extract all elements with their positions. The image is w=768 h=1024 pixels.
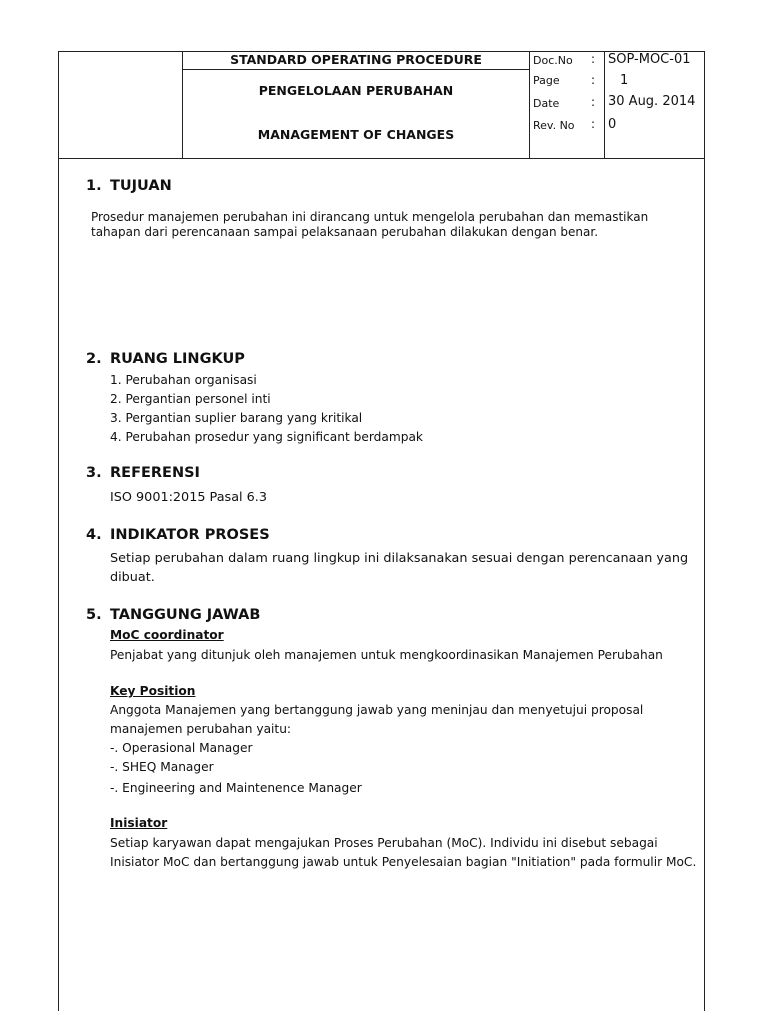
meta-cell-divider [529, 51, 530, 159]
section-number: 5. [86, 607, 102, 623]
meta-colon-docno: : [591, 52, 596, 66]
header-title-id: PENGELOLAAN PERUBAHAN [258, 83, 454, 98]
meta-label-rev: Rev. No [533, 119, 575, 132]
header-title-en: MANAGEMENT OF CHANGES [257, 127, 455, 142]
section-number: 2. [86, 351, 102, 367]
inisiator-line: Setiap karyawan dapat mengajukan Proses Perubahan (MoC). Individu ini disebut sebagai [110, 836, 658, 850]
key-position-line: -. Operasional Manager [110, 741, 253, 755]
referensi-text: ISO 9001:2015 Pasal 6.3 [110, 490, 268, 505]
section-number: 4. [86, 527, 102, 543]
tujuan-line: tahapan dari perencanaan sampai pelaksanaan perubahan dilakukan dengan benar. [91, 225, 599, 239]
meta-label-page: Page [533, 74, 560, 87]
meta-label-docno: Doc.No [533, 54, 573, 67]
title-row-divider [182, 69, 530, 70]
indikator-line: dibuat. [110, 570, 155, 585]
list-item: 1. Perubahan organisasi [110, 373, 257, 387]
header-bottom-border [58, 158, 705, 159]
section-title-referensi [86, 465, 200, 481]
section-number: 3. [86, 465, 102, 481]
section-title-indikator [86, 527, 270, 543]
inisiator-text [110, 834, 696, 872]
key-position-line: -. Engineering and Maintenence Manager [110, 781, 362, 795]
key-position-line: Anggota Manajemen yang bertanggung jawab yang meninjau dan menyetujui proposal [110, 703, 644, 717]
section-title-tujuan [86, 178, 172, 194]
inisiator-line: Inisiator MoC dan bertanggung jawab untuk Penyelesaian bagian "Initiation" pada formulir MoC. [110, 855, 697, 869]
section-heading: RUANG LINGKUP [110, 351, 245, 367]
meta-value-page: 1 [620, 73, 629, 88]
meta-colon-page: : [591, 73, 596, 87]
inisiator-title: Inisiator [110, 816, 168, 830]
section-title-ruang-lingkup [86, 351, 245, 367]
list-item: 2. Pergantian personel inti [110, 392, 271, 406]
section-number: 1. [86, 178, 102, 194]
tujuan-text [91, 210, 648, 240]
key-position-line: manajemen perubahan yaitu: [110, 722, 292, 736]
list-item: 4. Perubahan prosedur yang significant berdampak [110, 430, 423, 444]
indikator-text [110, 549, 688, 587]
section-heading: INDIKATOR PROSES [110, 527, 270, 543]
header-title-top: STANDARD OPERATING PROCEDURE [230, 52, 482, 67]
moc-coordinator-text: Penjabat yang ditunjuk oleh manajemen untuk mengkoordinasikan Manajemen Perubahan [110, 648, 663, 662]
section-title-tanggung-jawab [86, 607, 260, 623]
meta-value-date: 30 Aug. 2014 [608, 94, 696, 109]
indikator-line: Setiap perubahan dalam ruang lingkup ini dilaksanakan sesuai dengan perencanaan yang [110, 551, 689, 566]
key-position-line: -. SHEQ Manager [110, 760, 214, 774]
section-heading: TANGGUNG JAWAB [110, 607, 261, 623]
section-heading: REFERENSI [110, 465, 200, 481]
section-heading: TUJUAN [110, 178, 172, 194]
moc-coordinator-title: MoC coordinator [110, 628, 224, 642]
ruang-lingkup-list [110, 371, 423, 447]
meta-colon-date: : [591, 95, 596, 109]
key-position-title: Key Position [110, 684, 196, 698]
meta-value-rev: 0 [608, 117, 617, 132]
tujuan-line: Prosedur manajemen perubahan ini dirancang untuk mengelola perubahan dan memastikan [91, 210, 649, 224]
meta-value-divider [604, 51, 605, 159]
meta-colon-rev: : [591, 117, 596, 131]
key-position-text [110, 701, 643, 798]
meta-label-date: Date [533, 97, 560, 110]
meta-value-docno: SOP-MOC-01 [608, 52, 691, 67]
list-item: 3. Pergantian suplier barang yang kritikal [110, 411, 363, 425]
logo-cell-divider [182, 51, 183, 159]
